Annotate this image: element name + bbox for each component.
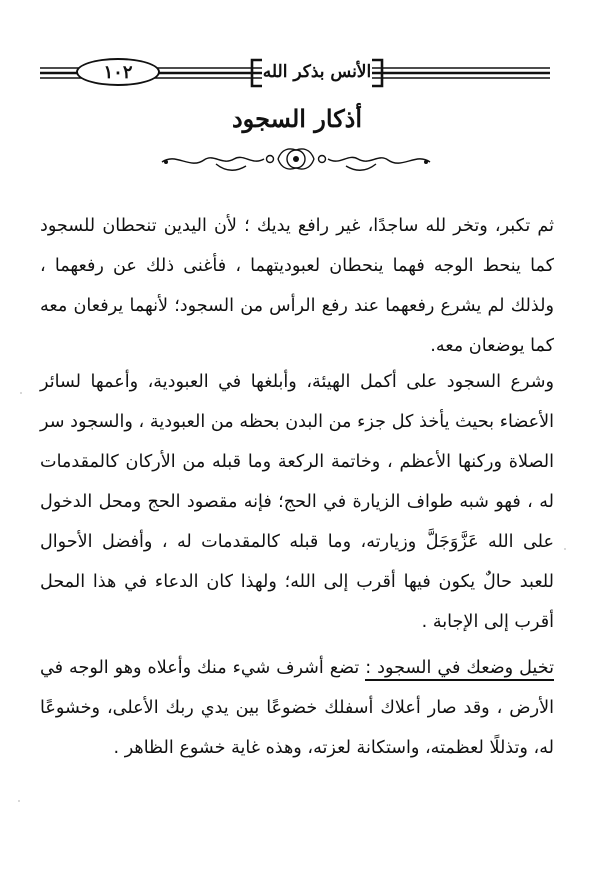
paragraph-2: وشرع السجود على أكمل الهيئة، وأبلغها في العبودية، وأعمها لسائر الأعضاء بحيث يأخذ كل جزء من البدن بحظه من العبودية ، والسجود سر الصلاة وركنها الأعظم ، وخاتمة الركعة وما قبله من الأركان كالمقدمات له ، فهو شبه طواف الزيارة في الحج؛ فإنه مقصود الحج ومحل الدخول على الله عَزَّوَجَلَّ وزيارته، وما قبله كالمقدمات له ، وأفضل الأحوال للعبد حالٌ يكون فيها أقرب إلى الله؛ ولهذا كان الدعاء في هذا المحل أقرب إلى الإجابة . bbox=[40, 372, 554, 632]
paragraph-1: ثم تكبر، وتخر لله ساجدًا، غير رافع يديك ؛ لأن اليدين تنحطان للسجود كما ينحط الوجه فهما ينحطان لعبوديتهما ، فأغنى ذلك عن رفعهما ، ولذلك لم يشرع رفعهما عند رفع الرأس من السجود؛ لأنهما يرفعان معه كما يوضعان معه. bbox=[40, 216, 554, 356]
paragraph-3-body: تضع أشرف شيء منك وأعلاه وهو الوجه في الأرض ، وقد صار أعلاك أسفلك خضوعًا بين يدي ربك الأعلى، وخشوعًا له، وتذللًا لعظمته، واستكانة لعزته، وهذه غاية خشوع الظاهر . bbox=[40, 658, 554, 758]
paragraph-3 bbox=[40, 648, 554, 768]
ornament-divider-icon bbox=[156, 144, 436, 174]
scan-speck bbox=[18, 800, 20, 802]
title-bracket-icon bbox=[248, 56, 386, 90]
page-header bbox=[40, 56, 550, 90]
scan-speck bbox=[564, 548, 566, 550]
page-number: ١٠٢ bbox=[76, 58, 160, 86]
subheading-underlined: تخيل وضعك في السجود : bbox=[365, 658, 554, 681]
section-heading: أذكار السجود bbox=[231, 104, 362, 133]
running-title: الأنس بذكر الله bbox=[262, 58, 372, 86]
scan-speck bbox=[20, 392, 22, 394]
